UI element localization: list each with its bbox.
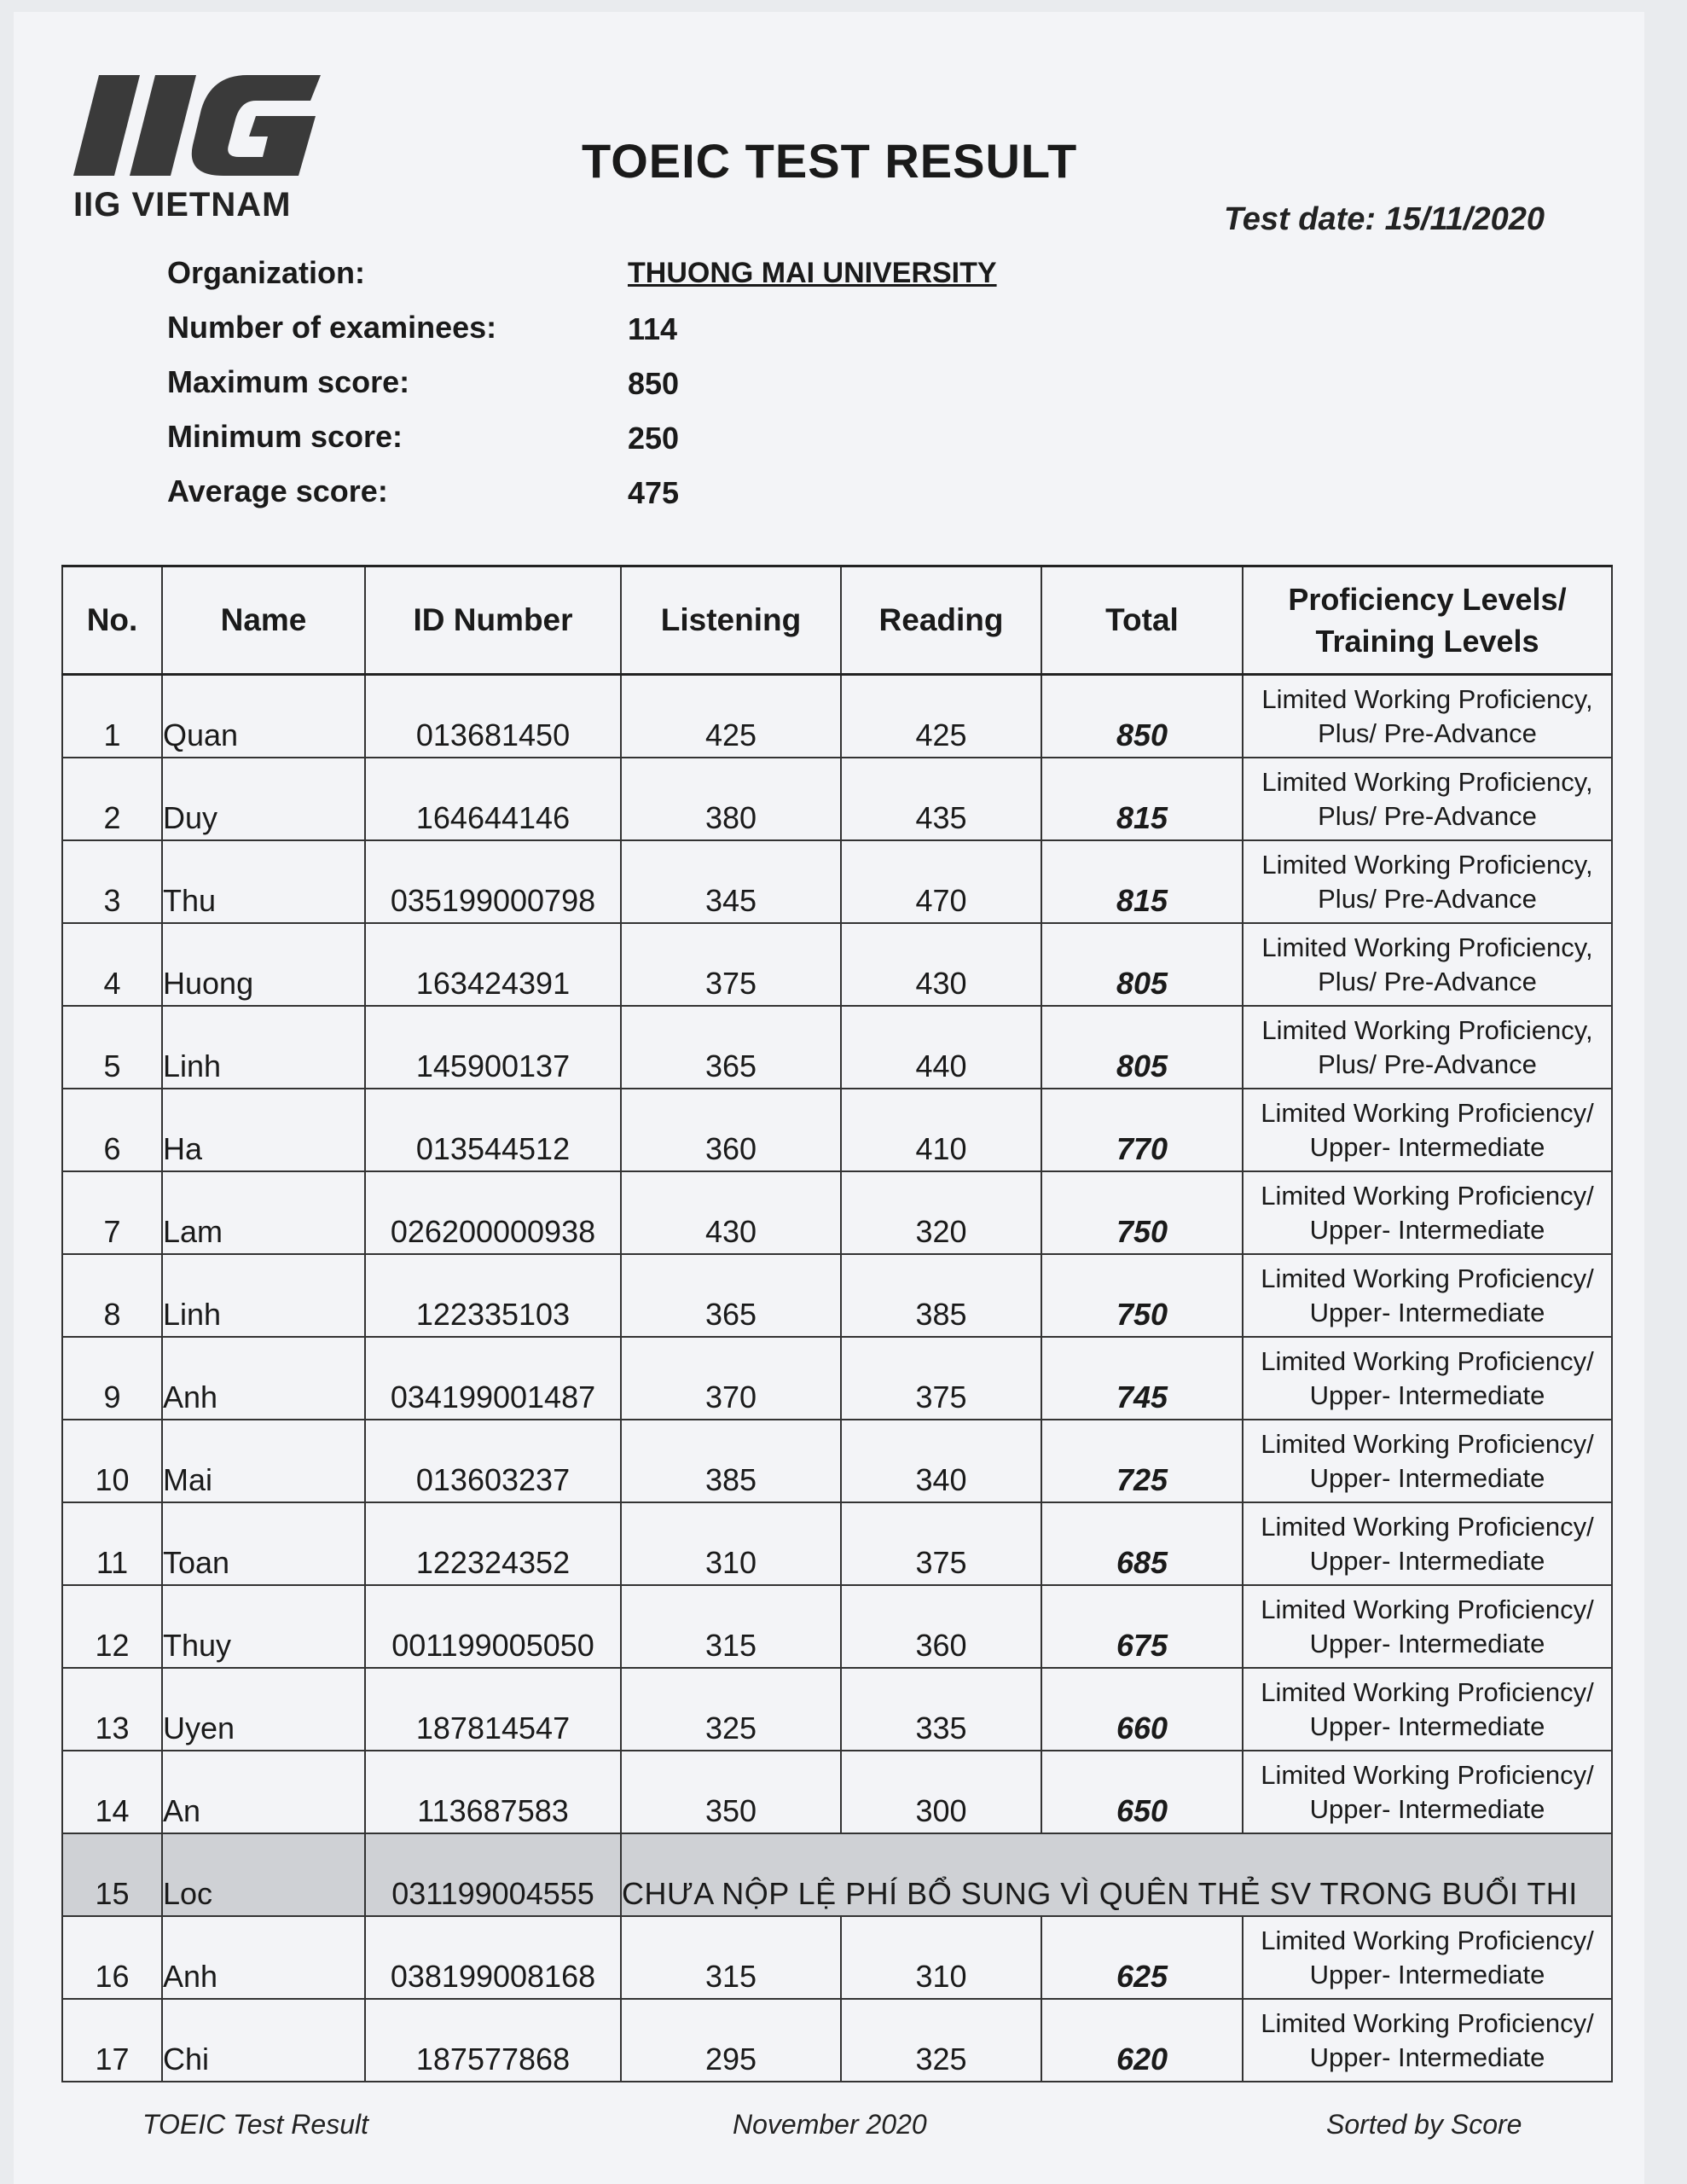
cell-id-number: 031199004555 bbox=[365, 1833, 621, 1916]
cell-name: An bbox=[162, 1751, 365, 1833]
cell-total: 625 bbox=[1041, 1916, 1243, 1999]
table-row bbox=[62, 1171, 1612, 1254]
cell-proficiency bbox=[1243, 1420, 1612, 1502]
cell-name: Lam bbox=[162, 1171, 365, 1254]
cell-proficiency bbox=[1243, 1916, 1612, 1999]
cell-id-number: 013681450 bbox=[365, 675, 621, 758]
cell-id-number: 026200000938 bbox=[365, 1171, 621, 1254]
cell-listening: 360 bbox=[621, 1089, 841, 1171]
proficiency-line1: Limited Working Proficiency/ bbox=[1261, 1925, 1594, 1955]
cell-proficiency bbox=[1243, 1089, 1612, 1171]
cell-total: 750 bbox=[1041, 1171, 1243, 1254]
cell-no: 8 bbox=[62, 1254, 162, 1337]
proficiency-line2: Upper- Intermediate bbox=[1309, 1959, 1545, 1989]
cell-name: Loc bbox=[162, 1833, 365, 1916]
cell-reading: 375 bbox=[841, 1337, 1041, 1420]
cell-total: 675 bbox=[1041, 1585, 1243, 1668]
cell-name: Linh bbox=[162, 1006, 365, 1089]
cell-reading: 375 bbox=[841, 1502, 1041, 1585]
cell-id-number: 034199001487 bbox=[365, 1337, 621, 1420]
cell-reading: 320 bbox=[841, 1171, 1041, 1254]
cell-proficiency bbox=[1243, 1751, 1612, 1833]
document-title: TOEIC TEST RESULT bbox=[582, 134, 1078, 188]
cell-proficiency bbox=[1243, 1006, 1612, 1089]
cell-id-number: 145900137 bbox=[365, 1006, 621, 1089]
cell-total: 850 bbox=[1041, 675, 1243, 758]
cell-reading: 335 bbox=[841, 1668, 1041, 1751]
table-row bbox=[62, 923, 1612, 1006]
cell-reading: 385 bbox=[841, 1254, 1041, 1337]
cell-id-number: 013544512 bbox=[365, 1089, 621, 1171]
proficiency-line1: Limited Working Proficiency, bbox=[1261, 1014, 1593, 1045]
cell-listening: 425 bbox=[621, 675, 841, 758]
cell-no: 3 bbox=[62, 840, 162, 923]
proficiency-line2: Plus/ Pre-Advance bbox=[1318, 1048, 1537, 1079]
proficiency-line1: Limited Working Proficiency/ bbox=[1261, 1097, 1594, 1128]
info-label: Number of examinees: bbox=[167, 310, 497, 345]
cell-name: Anh bbox=[162, 1916, 365, 1999]
cell-total: 650 bbox=[1041, 1751, 1243, 1833]
proficiency-line1: Limited Working Proficiency/ bbox=[1261, 1345, 1594, 1376]
proficiency-line1: Limited Working Proficiency/ bbox=[1261, 2007, 1594, 2038]
cell-reading: 310 bbox=[841, 1916, 1041, 1999]
column-header-total: Total bbox=[1041, 566, 1243, 675]
info-value: 250 bbox=[628, 421, 680, 456]
cell-reading: 470 bbox=[841, 840, 1041, 923]
proficiency-line1: Limited Working Proficiency/ bbox=[1261, 1180, 1594, 1211]
proficiency-line1: Limited Working Proficiency, bbox=[1261, 766, 1593, 797]
cell-no: 12 bbox=[62, 1585, 162, 1668]
proficiency-line1: Limited Working Proficiency, bbox=[1261, 849, 1593, 880]
cell-total: 725 bbox=[1041, 1420, 1243, 1502]
cell-name: Uyen bbox=[162, 1668, 365, 1751]
table-row bbox=[62, 1916, 1612, 1999]
cell-name: Huong bbox=[162, 923, 365, 1006]
info-label: Maximum score: bbox=[167, 364, 410, 399]
cell-reading: 340 bbox=[841, 1420, 1041, 1502]
table-row bbox=[62, 1254, 1612, 1337]
cell-total: 745 bbox=[1041, 1337, 1243, 1420]
cell-no: 6 bbox=[62, 1089, 162, 1171]
column-header-proficiency-line2: Training Levels bbox=[1315, 624, 1539, 659]
proficiency-line1: Limited Working Proficiency/ bbox=[1261, 1263, 1594, 1293]
cell-total: 685 bbox=[1041, 1502, 1243, 1585]
column-header-listening: Listening bbox=[621, 566, 841, 675]
table-row bbox=[62, 758, 1612, 840]
cell-total: 770 bbox=[1041, 1089, 1243, 1171]
proficiency-line2: Upper- Intermediate bbox=[1309, 1131, 1545, 1162]
cell-proficiency bbox=[1243, 1585, 1612, 1668]
cell-total: 805 bbox=[1041, 1006, 1243, 1089]
proficiency-line1: Limited Working Proficiency, bbox=[1261, 932, 1593, 962]
cell-listening: 365 bbox=[621, 1006, 841, 1089]
cell-id-number: 035199000798 bbox=[365, 840, 621, 923]
cell-listening: 295 bbox=[621, 1999, 841, 2082]
cell-id-number: 187814547 bbox=[365, 1668, 621, 1751]
cell-no: 4 bbox=[62, 923, 162, 1006]
test-date: Test date: 15/11/2020 bbox=[1224, 201, 1545, 237]
cell-listening: 345 bbox=[621, 840, 841, 923]
cell-id-number: 001199005050 bbox=[365, 1585, 621, 1668]
proficiency-line1: Limited Working Proficiency/ bbox=[1261, 1676, 1594, 1707]
table-row bbox=[62, 1585, 1612, 1668]
document-page bbox=[14, 12, 1644, 2184]
cell-reading: 425 bbox=[841, 675, 1041, 758]
cell-note: CHƯA NỘP LỆ PHÍ BỔ SUNG VÌ QUÊN THẺ SV TRONG BUỔI THI bbox=[621, 1833, 1612, 1916]
proficiency-line1: Limited Working Proficiency, bbox=[1261, 683, 1593, 714]
cell-no: 17 bbox=[62, 1999, 162, 2082]
info-label: Average score: bbox=[167, 473, 388, 508]
cell-id-number: 038199008168 bbox=[365, 1916, 621, 1999]
cell-no: 11 bbox=[62, 1502, 162, 1585]
cell-id-number: 187577868 bbox=[365, 1999, 621, 2082]
cell-name: Ha bbox=[162, 1089, 365, 1171]
info-value: 114 bbox=[628, 311, 678, 346]
cell-no: 13 bbox=[62, 1668, 162, 1751]
proficiency-line2: Upper- Intermediate bbox=[1309, 1297, 1545, 1327]
cell-no: 15 bbox=[62, 1833, 162, 1916]
cell-proficiency bbox=[1243, 923, 1612, 1006]
proficiency-line1: Limited Working Proficiency/ bbox=[1261, 1428, 1594, 1459]
column-header-no: No. bbox=[62, 566, 162, 675]
cell-proficiency bbox=[1243, 1668, 1612, 1751]
proficiency-line2: Upper- Intermediate bbox=[1309, 2042, 1545, 2072]
cell-name: Quan bbox=[162, 675, 365, 758]
column-header-id: ID Number bbox=[365, 566, 621, 675]
proficiency-line1: Limited Working Proficiency/ bbox=[1261, 1759, 1594, 1790]
column-header-proficiency bbox=[1243, 566, 1612, 675]
cell-reading: 325 bbox=[841, 1999, 1041, 2082]
proficiency-line2: Upper- Intermediate bbox=[1309, 1793, 1545, 1824]
cell-proficiency bbox=[1243, 1254, 1612, 1337]
table-row bbox=[62, 840, 1612, 923]
table-row bbox=[62, 1999, 1612, 2082]
cell-total: 815 bbox=[1041, 758, 1243, 840]
footer-right: Sorted by Score bbox=[1326, 2109, 1522, 2140]
info-label: Minimum score: bbox=[167, 419, 403, 454]
table-header-row bbox=[62, 566, 1612, 675]
cell-reading: 300 bbox=[841, 1751, 1041, 1833]
cell-proficiency bbox=[1243, 758, 1612, 840]
proficiency-line2: Upper- Intermediate bbox=[1309, 1380, 1545, 1410]
cell-proficiency bbox=[1243, 1502, 1612, 1585]
table-row bbox=[62, 1502, 1612, 1585]
cell-name: Mai bbox=[162, 1420, 365, 1502]
info-label: Organization: bbox=[167, 255, 365, 290]
cell-no: 16 bbox=[62, 1916, 162, 1999]
cell-total: 815 bbox=[1041, 840, 1243, 923]
table-row bbox=[62, 1337, 1612, 1420]
cell-total: 620 bbox=[1041, 1999, 1243, 2082]
table-row bbox=[62, 1006, 1612, 1089]
cell-no: 7 bbox=[62, 1171, 162, 1254]
cell-id-number: 122335103 bbox=[365, 1254, 621, 1337]
column-header-name: Name bbox=[162, 566, 365, 675]
cell-no: 5 bbox=[62, 1006, 162, 1089]
cell-reading: 410 bbox=[841, 1089, 1041, 1171]
cell-listening: 365 bbox=[621, 1254, 841, 1337]
proficiency-line2: Plus/ Pre-Advance bbox=[1318, 717, 1537, 748]
table-row bbox=[62, 1089, 1612, 1171]
logo-text: IIG VIETNAM bbox=[73, 186, 292, 224]
cell-proficiency bbox=[1243, 840, 1612, 923]
cell-id-number: 013603237 bbox=[365, 1420, 621, 1502]
info-value: THUONG MAI UNIVERSITY bbox=[628, 257, 997, 289]
cell-id-number: 163424391 bbox=[365, 923, 621, 1006]
cell-reading: 360 bbox=[841, 1585, 1041, 1668]
proficiency-line2: Plus/ Pre-Advance bbox=[1318, 966, 1537, 996]
cell-proficiency bbox=[1243, 675, 1612, 758]
proficiency-line1: Limited Working Proficiency/ bbox=[1261, 1594, 1594, 1624]
proficiency-line2: Plus/ Pre-Advance bbox=[1318, 883, 1537, 914]
cell-name: Thuy bbox=[162, 1585, 365, 1668]
cell-listening: 380 bbox=[621, 758, 841, 840]
cell-no: 9 bbox=[62, 1337, 162, 1420]
cell-listening: 385 bbox=[621, 1420, 841, 1502]
proficiency-line1: Limited Working Proficiency/ bbox=[1261, 1511, 1594, 1542]
cell-name: Chi bbox=[162, 1999, 365, 2082]
cell-reading: 435 bbox=[841, 758, 1041, 840]
cell-total: 805 bbox=[1041, 923, 1243, 1006]
footer-left: TOEIC Test Result bbox=[142, 2109, 368, 2140]
cell-id-number: 113687583 bbox=[365, 1751, 621, 1833]
cell-no: 1 bbox=[62, 675, 162, 758]
cell-listening: 315 bbox=[621, 1585, 841, 1668]
cell-listening: 370 bbox=[621, 1337, 841, 1420]
cell-reading: 440 bbox=[841, 1006, 1041, 1089]
cell-reading: 430 bbox=[841, 923, 1041, 1006]
table-row bbox=[62, 1668, 1612, 1751]
cell-name: Anh bbox=[162, 1337, 365, 1420]
cell-listening: 350 bbox=[621, 1751, 841, 1833]
info-value: 850 bbox=[628, 366, 680, 401]
cell-no: 2 bbox=[62, 758, 162, 840]
table-row bbox=[62, 1751, 1612, 1833]
cell-proficiency bbox=[1243, 1337, 1612, 1420]
cell-listening: 325 bbox=[621, 1668, 841, 1751]
cell-name: Duy bbox=[162, 758, 365, 840]
proficiency-line2: Plus/ Pre-Advance bbox=[1318, 800, 1537, 831]
cell-proficiency bbox=[1243, 1999, 1612, 2082]
cell-listening: 375 bbox=[621, 923, 841, 1006]
table-row bbox=[62, 675, 1612, 758]
cell-name: Thu bbox=[162, 840, 365, 923]
cell-listening: 430 bbox=[621, 1171, 841, 1254]
cell-id-number: 164644146 bbox=[365, 758, 621, 840]
cell-no: 14 bbox=[62, 1751, 162, 1833]
column-header-proficiency-line1: Proficiency Levels/ bbox=[1288, 582, 1567, 617]
cell-no: 10 bbox=[62, 1420, 162, 1502]
proficiency-line2: Upper- Intermediate bbox=[1309, 1545, 1545, 1576]
table-row bbox=[62, 1420, 1612, 1502]
footer-center: November 2020 bbox=[733, 2109, 927, 2140]
results-table bbox=[61, 565, 1613, 2082]
info-value: 475 bbox=[628, 475, 680, 510]
iig-logo bbox=[73, 75, 321, 176]
cell-id-number: 122324352 bbox=[365, 1502, 621, 1585]
proficiency-line2: Upper- Intermediate bbox=[1309, 1462, 1545, 1493]
cell-total: 660 bbox=[1041, 1668, 1243, 1751]
cell-total: 750 bbox=[1041, 1254, 1243, 1337]
proficiency-line2: Upper- Intermediate bbox=[1309, 1628, 1545, 1658]
cell-listening: 315 bbox=[621, 1916, 841, 1999]
cell-listening: 310 bbox=[621, 1502, 841, 1585]
proficiency-line2: Upper- Intermediate bbox=[1309, 1711, 1545, 1741]
table-row-flagged bbox=[62, 1833, 1612, 1916]
proficiency-line2: Upper- Intermediate bbox=[1309, 1214, 1545, 1245]
cell-proficiency bbox=[1243, 1171, 1612, 1254]
cell-name: Toan bbox=[162, 1502, 365, 1585]
cell-name: Linh bbox=[162, 1254, 365, 1337]
column-header-reading: Reading bbox=[841, 566, 1041, 675]
